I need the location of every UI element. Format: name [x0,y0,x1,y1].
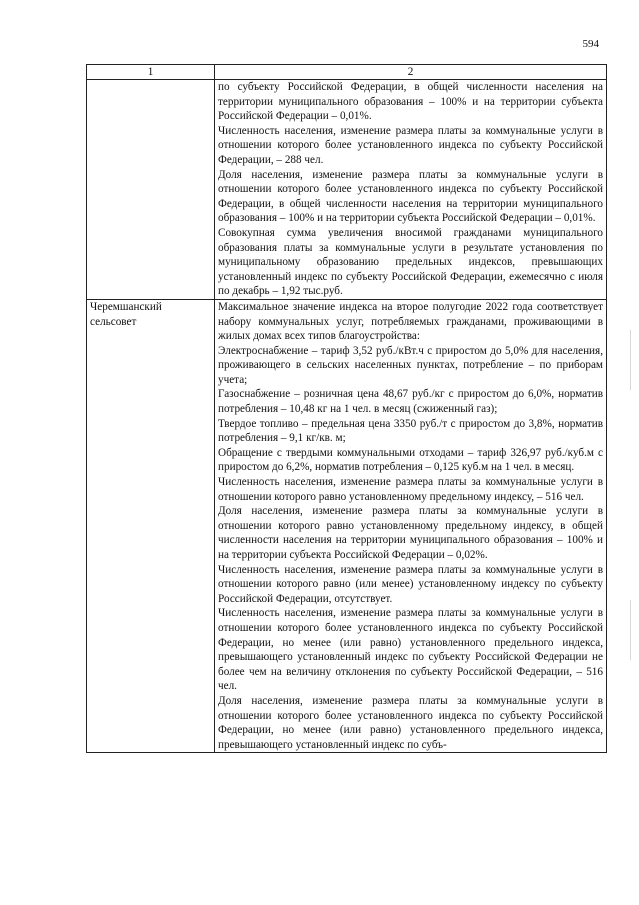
paragraph: Доля населения, изменение размера платы за коммунальные услуги в отношении которого равно установленному предельному индексу, в общей численности населения на территории муниципального образования – 100% и на территории субъекта Российской Федерации – 0,02%. [218,505,603,561]
content-cell [215,299,607,752]
paragraph: Численность населения, изменение размера платы за коммунальные услуги в отношении которого равно установленному предельному индексу, – 516 чел. [218,476,603,503]
paragraph: Обращение с твердыми коммунальными отходами – тариф 326,97 руб./куб.м с приростом до 6,2%, норматив потребления – 0,125 куб.м на 1 чел. в месяц. [218,446,603,474]
column-header-2: 2 [215,65,607,80]
scan-artifact-line [630,330,631,390]
paragraph: Твердое топливо – предельная цена 3350 руб./т с приростом до 3,8%, норматив потребления – 9,1 кг/кв. м; [218,417,603,445]
column-header-1: 1 [87,65,215,80]
table-row [87,299,607,752]
paragraph: Совокупная сумма увеличения вносимой гражданами муниципального образования платы за коммунальные услуги в результате установления по муниципальному образованию предельных индексов, превышающих установленный индекс по субъекту Российской Федерации, ежемесячно с июля по декабрь – 1,92 тыс.руб. [218,226,603,298]
page-number: 594 [582,38,599,50]
content-cell [215,80,607,300]
data-table [86,64,607,753]
municipality-name-line2: сельсовет [90,315,137,328]
paragraph: Численность населения, изменение размера платы за коммунальные услуги в отношении которого более установленного индекса по субъекту Российской Федерации, но менее (или равно) установленного предельного индекса, превышающего установленный индекс по субъекту Российской Федерации не более чем на величину отклонения по субъекту Российской Федерации, – 516 чел. [218,607,603,693]
paragraph: Доля населения, изменение размера платы за коммунальные услуги в отношении которого более установленного индекса по субъекту Российской Федерации, но менее (или равно) установленного предельного индекса, превышающего установленный индекс по субъ- [218,694,603,751]
table-row [87,80,607,300]
paragraph: Электроснабжение – тариф 3,52 руб./кВт.ч с приростом до 5,0% для населения, проживающего в сельских населенных пунктах, потребление – по приборам учета; [218,344,603,386]
municipality-cell [87,299,215,752]
scan-artifact-line [630,600,631,660]
municipality-cell-empty [87,80,215,300]
municipality-name-line1: Черемшанский [90,300,162,313]
paragraph: Газоснабжение – розничная цена 48,67 руб./кг с приростом до 6,0%, норматив потребления – 10,48 кг на 1 чел. в месяц (сжиженный газ); [218,388,603,416]
paragraph: Численность населения, изменение размера платы за коммунальные услуги в отношении которого более установленного индекса по субъекту Российской Федерации, – 288 чел. [218,124,603,166]
table-header-row [87,65,607,80]
paragraph: Максимальное значение индекса на второе полугодие 2022 года соответствует набору коммунальных услуг, потребляемых гражданами, проживающими в жилых домах всех типов благоустройства: [218,300,603,343]
paragraph: Численность населения, изменение размера платы за коммунальные услуги в отношении которого равно (или менее) установленному индексу по субъекту Российской Федерации, отсутствует. [218,563,603,605]
paragraph: Доля населения, изменение размера платы за коммунальные услуги в отношении которого более установленного индекса по субъекту Российской Федерации, в общей численности населения на территории муниципального образования – 100% и на территории субъекта Российской Федерации – 0,01%. [218,168,603,225]
paragraph: по субъекту Российской Федерации, в общей численности населения на территории муниципального образования – 100% и на территории субъекта Российской Федерации – 0,01%. [218,81,603,123]
